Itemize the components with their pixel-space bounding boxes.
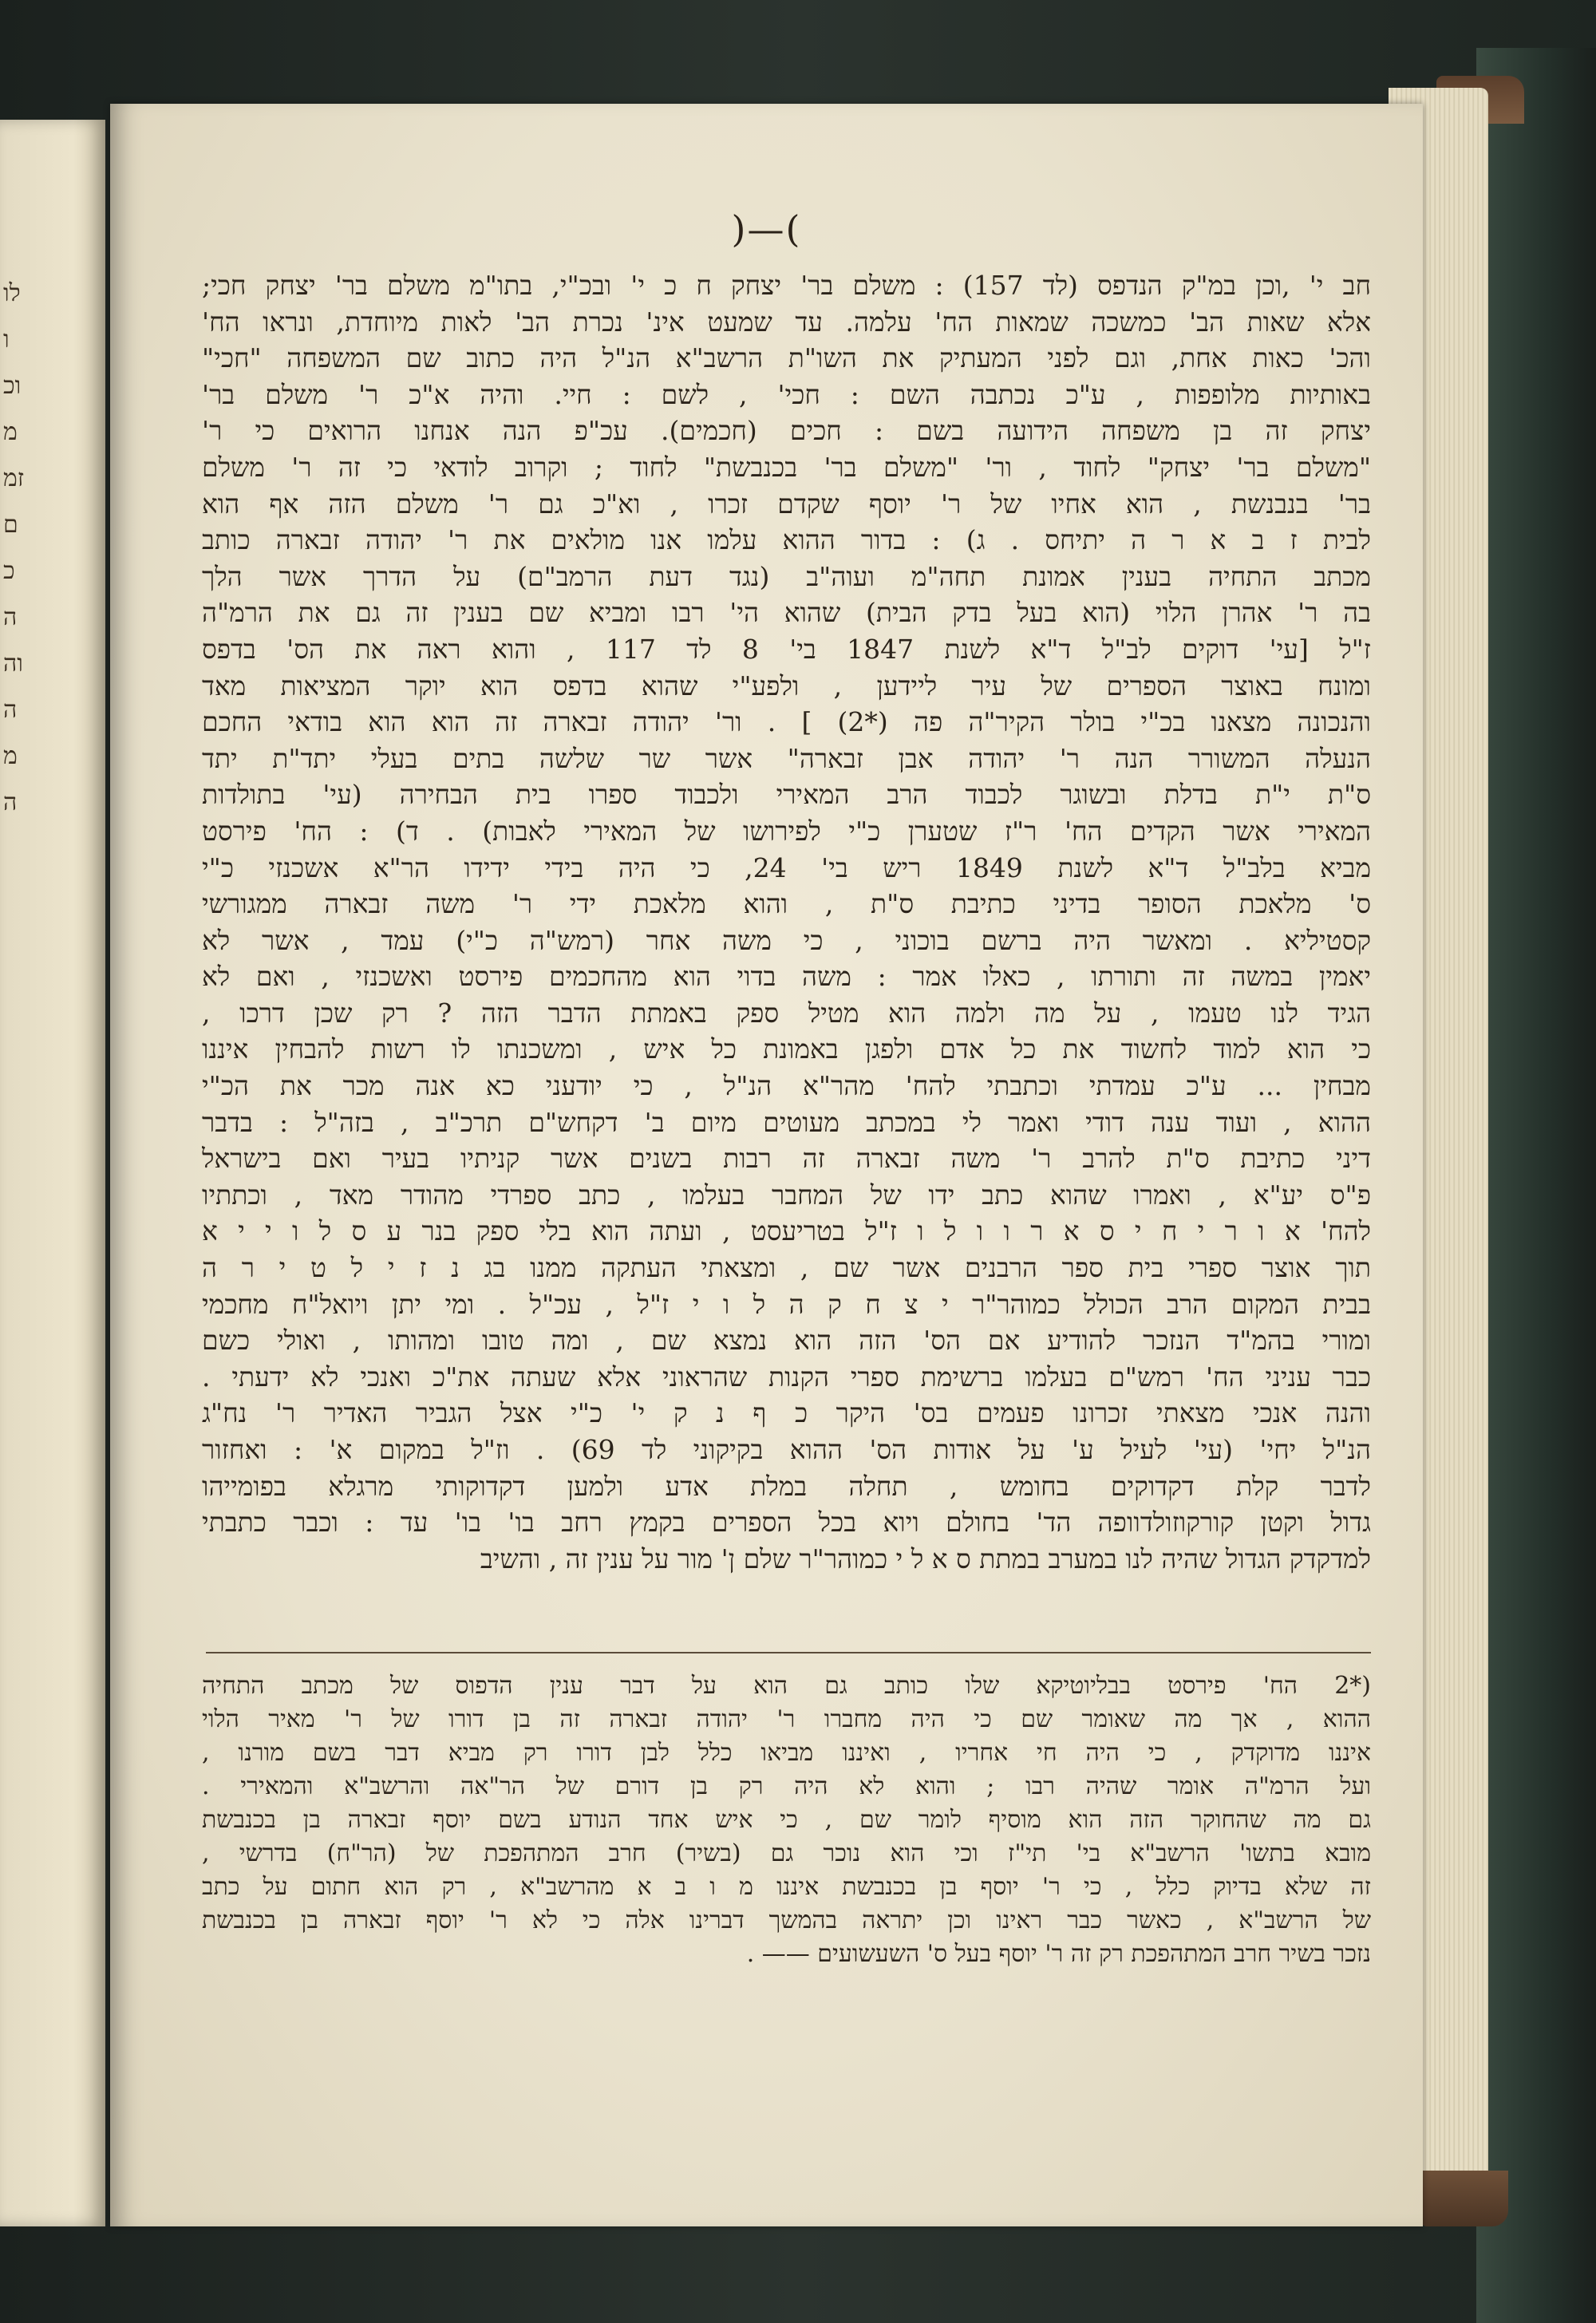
text-line: והנה אנכי מצאתי זכרונו פעמים בס' היקר כ ף נ ק י' כ"י אצל הגביר האדיר ר' נח"ג xyxy=(202,1397,1371,1429)
footnote-line: ההוא , אך מה שאומר שם כי היה מחברו ר' יהודה זבארה זה בן דורו של ר' מאיר הלוי xyxy=(202,1705,1371,1733)
text-line: דיני כתיבת ס"ת להרב ר' משה זבארה זה רבות בשנים אשר קניתיו בעיר ואם בישראל xyxy=(202,1143,1371,1175)
footnote-line: ועל הרמ"ה אומר שהיה רבו ; והוא לא היה רק בן דורם של הר"אה והרשב"א והמאירי . xyxy=(202,1772,1371,1800)
facing-page-fragment: ו xyxy=(3,326,10,354)
text-line: הגיד לנו טעמו , על מה ולמה הוא מטיל ספק באמתת הדבר הזה ? רק שכן דרכו , xyxy=(202,997,1371,1029)
facing-page-fragment: ם xyxy=(3,511,18,539)
spine-cap-bottom xyxy=(1420,2171,1508,2226)
text-line: ומונח באוצר הספרים של עיר ליידען , ולפע"י שהוא בדפס הוא יוקר המציאות מאד xyxy=(202,670,1371,701)
text-line: הנ"ל יחי' (עי' לעיל ע' על אודות הס' ההוא בקיקוני לד 69) . וז"ל במקום א' : ואחזור xyxy=(202,1434,1371,1465)
facing-page-fragment: וכ xyxy=(3,372,22,400)
facing-page-edge xyxy=(0,120,105,2226)
text-line: ס' מלאכת הסופר בדיני כתיבת ס"ת , והוא מלאכת ידי ר' משה זבארה ממגורשי xyxy=(202,888,1371,920)
text-line: והכ' כאות אחת, וגם לפני המעתיק את השו"ת הרשב"א הנ"ל היה כתוב שם המשפחה "חכי" xyxy=(202,342,1371,374)
facing-page-fragment: ה xyxy=(3,788,18,816)
text-line: ז"ל [עי' דוקים לב"ל ד"א לשנת 1847 בי' 8 לד 117 , והוא ראה את הס' בדפס xyxy=(202,633,1371,665)
facing-page-fragment: ה xyxy=(3,603,18,631)
cover-spine-edge xyxy=(1476,48,1596,2323)
text-line: המאירי אשר הקדים הח' ר"ז שטערן כ"י לפירושו של המאירי לאבות) . ד) : הח' פירסט xyxy=(202,815,1371,847)
book-page xyxy=(110,104,1423,2226)
text-line: לדבר קלת דקדוקים בחומש , תחלה במלת אדע ולמען דקדוקותי מרגלא בפומייהו xyxy=(202,1470,1371,1502)
text-line: ס"ת י"ת בדלת ובשוגר לכבוד הרב המאירי ולכבוד ספרו בית הבחירה (עי' בתולדות xyxy=(202,779,1371,811)
facing-page-fragment: זמ xyxy=(3,464,25,492)
text-line: מבחין ... ע"כ עמדתי וכתבתי להח' מהר"א הנ"ל , כי יודעני כא אנה מכר את הכ"י xyxy=(202,1070,1371,1102)
text-line: גדול וקטן קורקוזולדוופה הד' בחולם ויוא בכל הספרים בקמץ רחב בו' בו' עד : וכבר כתבתי xyxy=(202,1507,1371,1539)
text-line: באותיות מלופפות , ע"כ נכתבה השם : חכי' , לשם : חיי. והיה א"כ ר' משלם בר' xyxy=(202,378,1371,410)
facing-page-fragment: כ xyxy=(3,557,15,585)
text-line: יצחק זה בן משפחה הידועה בשם : חכים (חכמים). עכ"פ הנה אנחנו הרואים כי ר' xyxy=(202,415,1371,447)
facing-page-fragment: וה xyxy=(3,650,23,678)
text-line: פ"ס יע"א , ואמרו שהוא כתב ידו של המחבר בעלמו , כתב ספרדי מהודר מאד , וכתתיו xyxy=(202,1179,1371,1211)
footnote-line: גם מה שהחוקר הזה הוא מוסיף לומר שם , כי איש אחד הנודע בשם יוסף זבארה בן בכנבשת xyxy=(202,1806,1371,1834)
text-line: הנעלה המשורר הנה ר' יהודה אבן זבארה" אשר שר שלשה בתים בעלי יתד"ת יתד xyxy=(202,742,1371,774)
text-line: מביא בלב"ל ד"א לשנת 1849 ריש בי' 24, כי היה בידי ידידו הר"א אשכנזי כ"י xyxy=(202,851,1371,883)
footnote-line: זה שלא בדיוק כלל , כי ר' יוסף בן בכנבשת איננו מ ו ב א מהרשב"א , רק הוא חתום על כתב xyxy=(202,1873,1371,1901)
footnote-block xyxy=(202,1669,1371,1971)
footnote-line: (*2 הח' פירסט בבליוטיקא שלו כותב גם הוא על דבר ענין הדפוס של מכתב התחיה xyxy=(202,1672,1371,1700)
text-line: מכתב התחיה בענין אמונת תחה"מ ועוה"ב (נגד דעת הרמב"ם) על הדרך אשר הלך xyxy=(202,560,1371,592)
text-line: יאמין במשה זה ותורתו , כאלו אמר : משה בדוי הוא מהחכמים פירסט ואשכנזי , ואם לא xyxy=(202,961,1371,993)
text-line: למדקדק הגדול שהיה לנו במערב במתת ס א ל י כמוהר"ר שלם ן' מור על ענין זה , והשיב xyxy=(480,1543,1371,1574)
text-line: קסטיליא . ומאשר היה ברשם בוכוני , כי משה אחר (רמש"ה כ"י) עמד , אשר לא xyxy=(202,924,1371,956)
facing-page-fragment: מ xyxy=(3,742,18,770)
text-line: והנכונה מצאנו בכ"י בולר הקיר"ה פה (*2) ] . ור' יהודה זבארה זה הוא הוא בודאי החכם xyxy=(202,706,1371,738)
text-line: "משלם בר' יצחק" לחוד , ור' "משלם בר' בכנבשת" לחוד ; וקרוב לודאי כי זה ר' משלם xyxy=(202,451,1371,483)
text-line: בה ר' אהרן הלוי (הוא בעל בדק הבית) שהוא הי' רבו ומביא שם בענין זה גם את הרמ"ה xyxy=(202,597,1371,629)
footnote-line: נזכר בשיר חרב המתהפכת רק זה ר' יוסף בעל ס' השעשועים —— . xyxy=(746,1940,1371,1968)
footnote-line: של הרשב"א , כאשר כבר ראינו וכן יתראה בהמשך דברינו אלה כי לא ר' יוסף זבארה בן בכנבשת xyxy=(202,1906,1371,1934)
text-line: אלא שאות הב' כמשכה שמאות הח' עלמה. עד שמעט אינ' נכרת הב' לאות מיוחדת, ונראו הח' xyxy=(202,306,1371,338)
text-line: בבית המקום הרב הכולל כמוהר"ר י צ ח ק ה ל ו י ז"ל , עכ"ל . ומי יתן ויואל"ח מחכמי xyxy=(202,1288,1371,1320)
footnote-line: מובא בתשו' הרשב"א בי' תי"ז וכי הוא נוכר גם (בשיר) חרב המתהפכת של (הר"ח) בדרשי , xyxy=(202,1839,1371,1867)
text-line: ההוא , ועוד ענה דודי ואמר לי במכתב מעוטים מיום ב' דקחש"ם תרכ"ב , בזה"ל : בדבר xyxy=(202,1106,1371,1138)
text-line: בר' בנבנשת , הוא אחיו של ר' יוסף שקדם זכרו , וא"כ גם ר' משלם הזה אף הוא xyxy=(202,488,1371,520)
text-line: כי הוא למוד לחשוד את כל אדם ולפגן באמונת כל איש , ומשכנתו לו רשות להבחין איננו xyxy=(202,1033,1371,1065)
facing-page-fragment: ה xyxy=(3,696,18,724)
text-line: כבר עניני הח' רמש"ם בעלמו ברשימת ספרי הקנות שהראוני אלא שעתה את"כ ואנכי לא ידעתי . xyxy=(202,1361,1371,1393)
facing-page-fragment: מ xyxy=(3,418,18,446)
text-line: להח' א ו ר י ח י ס א ר ו ו ל ו ז"ל בטריעסט , ועתה הוא בלי ספק בנר ע ס ל ו י י א xyxy=(202,1215,1371,1247)
text-line: לבית ז ב א ר ה יתיחס . ג) : בדור ההוא עלמו אנו מולאים את ר' יהודה זבארה כותב xyxy=(202,524,1371,556)
text-line: ומורי בהמ"ד הנזכר להודיע אם הס' הזה הוא נמצא שם , ומה טובו ומהותו , ואולי כשם xyxy=(202,1325,1371,1357)
main-text-block xyxy=(202,267,1371,1577)
footnote-divider xyxy=(206,1652,1371,1653)
page-header: )—( xyxy=(731,207,802,251)
text-line: תוך אוצר ספרי בית ספר הרבנים אשר שם , ומצאתי העתקה ממנו בג נ ז י ל ט י ר ה xyxy=(202,1252,1371,1284)
text-line: חב י' ,וכן במ"ק הנדפס (לד 157) : משלם בר' יצחק ח כ י' ובכ"י, בתו"מ משלם בר' יצחק חכי; xyxy=(202,270,1371,301)
facing-page-fragment: לו xyxy=(3,279,21,307)
footnote-line: איננו מדוקדק , כי היה חי אחריו , ואיננו מביאו כלל לבן דורו רק מביא דבר בשם מורנו , xyxy=(202,1739,1371,1767)
